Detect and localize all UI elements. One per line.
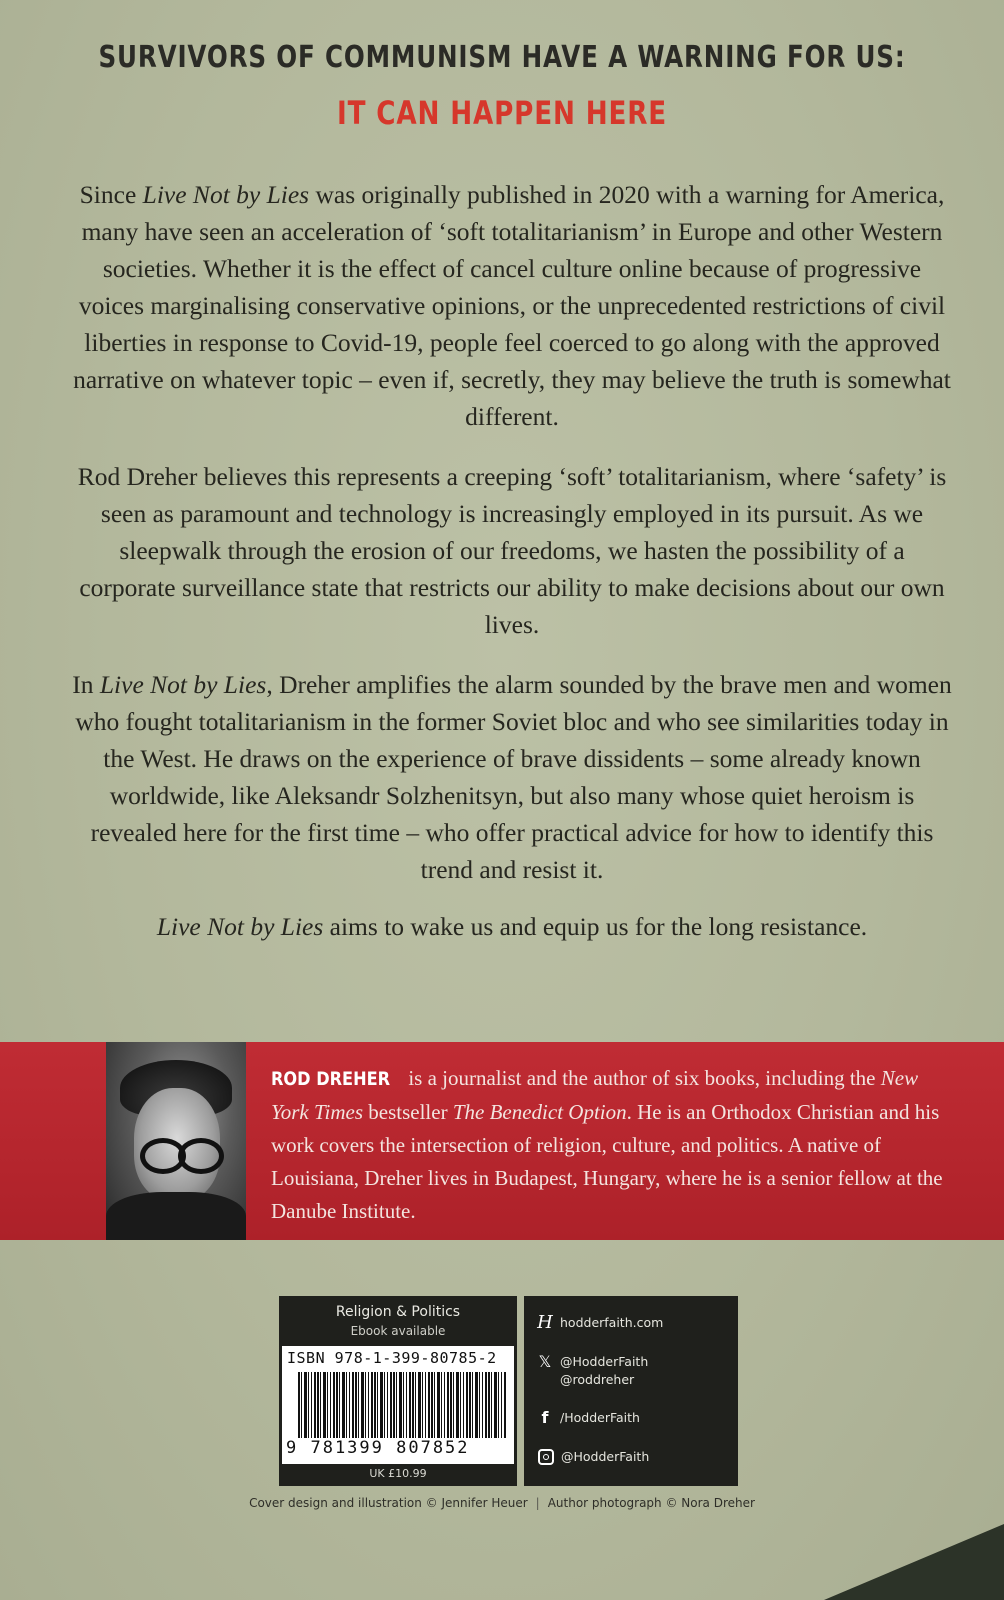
x-handle: @HodderFaith: [560, 1354, 649, 1369]
blurb-paragraph-1: [72, 176, 952, 435]
book-title: Live Not by Lies: [156, 912, 324, 941]
blurb-paragraph-3: [72, 666, 952, 888]
instagram-icon: [538, 1449, 554, 1465]
instagram-row: [536, 1448, 649, 1465]
author-photo: [106, 1042, 246, 1240]
x-row: [536, 1352, 648, 1371]
design-credit: Cover design and illustration © Jennifer Heuer: [249, 1496, 528, 1510]
bio-text-b: bestseller: [363, 1100, 453, 1124]
blurb-paragraph-4: [72, 908, 952, 945]
x-icon: 𝕏: [538, 1352, 552, 1371]
bio-text-a: is a journalist and the author of six books, including the: [403, 1066, 881, 1090]
p3-pre: In: [72, 670, 100, 699]
website-row: [536, 1312, 663, 1333]
facebook-icon: f: [541, 1408, 549, 1427]
p4-post: aims to wake us and equip us for the long resistance.: [323, 912, 868, 941]
social-panel: [524, 1296, 738, 1486]
instagram-handle: @HodderFaith: [561, 1449, 650, 1464]
photo-glasses-right: [178, 1138, 224, 1174]
bio-book-title: The Benedict Option: [452, 1100, 627, 1124]
facebook-handle: /HodderFaith: [560, 1410, 640, 1425]
p3-post: , Dreher amplifies the alarm sounded by the brave men and women who fought totalitarianism in the former Soviet bloc and who see similarities today in the West. He draws on the experience of brave dissidents – some already known worldwide, like Aleksandr Solzhenitsyn, but also many whose quiet heroism is revealed here for the first time – who offer practical advice for how to identify this trend and resist it.: [75, 670, 952, 884]
barcode-area: [282, 1346, 514, 1464]
author-bio-band: [0, 1042, 1004, 1240]
corner-shadow: [824, 1524, 1004, 1600]
barcode-panel: [279, 1296, 517, 1486]
website-link: hodderfaith.com: [560, 1315, 664, 1330]
category-label: Religion & Politics: [335, 1304, 461, 1320]
photo-coat: [106, 1192, 246, 1240]
p1-pre: Since: [79, 180, 143, 209]
isbn-text: ISBN 978-1-399-80785-2: [287, 1349, 497, 1367]
book-title: Live Not by Lies: [99, 670, 267, 699]
book-title: Live Not by Lies: [142, 180, 310, 209]
facebook-row: [536, 1408, 640, 1427]
credit-separator: |: [535, 1496, 540, 1510]
price-label: UK £10.99: [369, 1467, 427, 1480]
author-bio-text: [271, 1062, 951, 1228]
ebook-label: Ebook available: [350, 1324, 446, 1338]
hodder-h-icon: H: [537, 1312, 553, 1333]
cover-credits: [0, 1496, 1004, 1510]
barcode-bars: [298, 1372, 506, 1438]
photo-credit: Author photograph © Nora Dreher: [547, 1496, 755, 1510]
x-handle-2: @roddreher: [560, 1372, 635, 1387]
blurb-paragraph-2: Rod Dreher believes this represents a creeping ‘soft’ totalitarianism, where ‘safety’ is seen as paramount and technology is increasingly employed in its pursuit. As we sleepwalk through the erosion of our freedoms, we hasten the possibility of a corporate surveillance state that restricts our ability to make decisions about our own lives.: [77, 462, 947, 639]
bio-text-c: . He is an Orthodox Christian and his work covers the intersection of religion, culture, and politics. A native of Louisiana, Dreher lives in Budapest, Hungary, where he is a senior fellow at the Danube Institute.: [271, 1100, 943, 1223]
author-name: ROD DREHER: [271, 1068, 391, 1090]
headline-line-2: IT CAN HAPPEN HERE: [337, 94, 667, 132]
p1-post: was originally published in 2020 with a warning for America, many have seen an acceleration of ‘soft totalitarianism’ in Europe and other Western societies. Whether it is the effect of cancel culture online because of progressive voices marginalising conservative opinions, or the unprecedented restrictions of civil liberties in response to Covid-19, people feel coerced to go along with the approved narrative on whatever topic – even if, secretly, they may believe the truth is somewhat different.: [73, 180, 951, 431]
headline-line-1: SURVIVORS OF COMMUNISM HAVE A WARNING FOR US:: [98, 40, 906, 75]
bio-nyt: New York Times: [271, 1066, 919, 1124]
barcode-digits: 9 781399 807852: [286, 1438, 470, 1458]
